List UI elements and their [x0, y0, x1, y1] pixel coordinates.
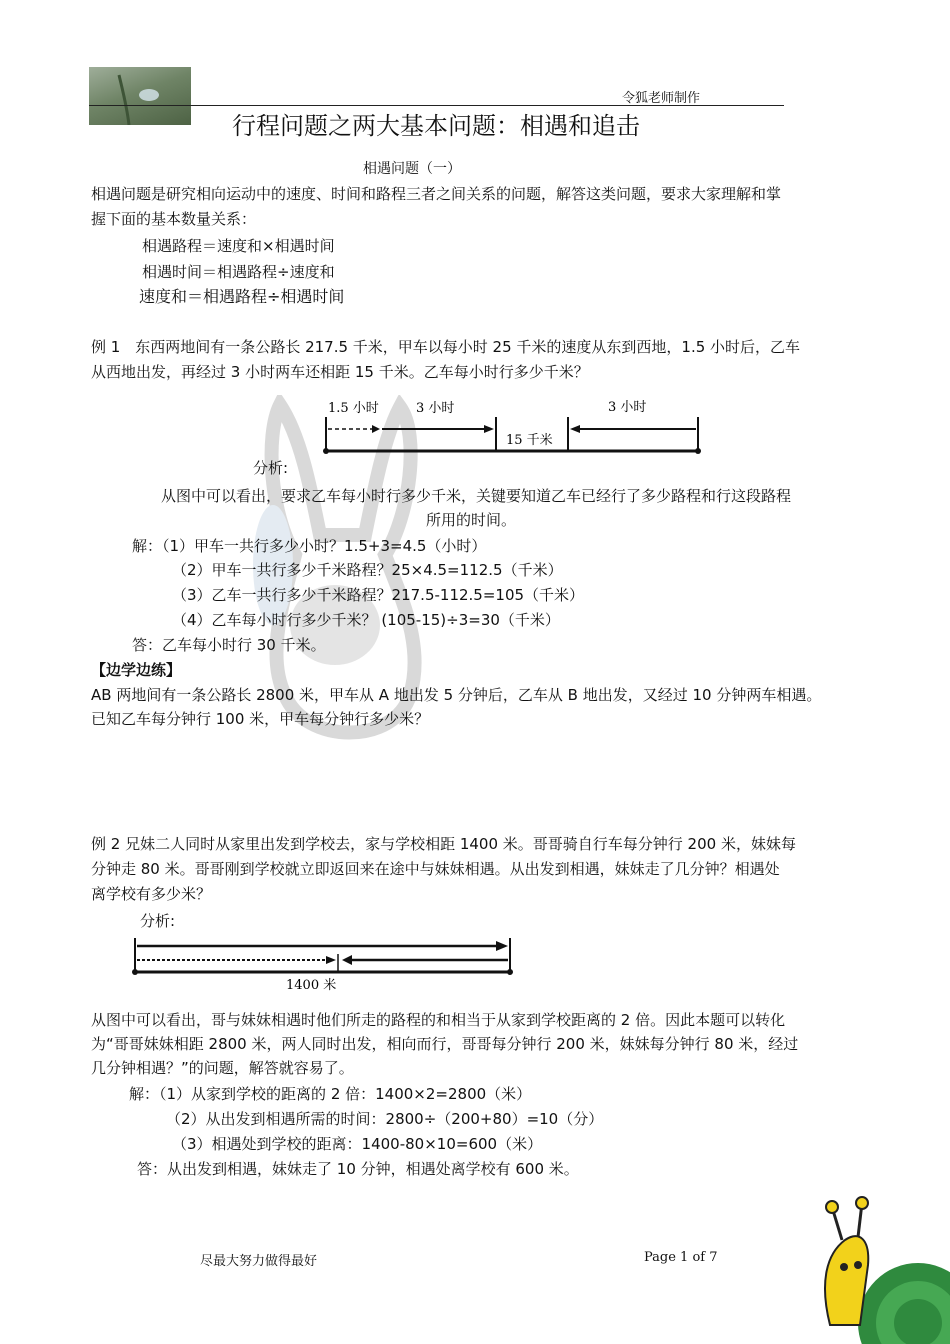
page-title: 行程问题之两大基本问题：相遇和追击: [232, 112, 640, 140]
arrowhead: [372, 425, 380, 433]
example-1-diagram: [318, 395, 708, 457]
practice-text: AB 两地间有一条公路长 2800 米，甲车从 A 地出发 5 分钟后，乙车从 B 地出发，又经过 10 分钟两车相遇。: [91, 686, 822, 704]
solution-step: 解：（1）甲车一共行多少小时？1.5+3=4.5（小时）: [132, 537, 487, 555]
example-1-text: 从西地出发，再经过 3 小时两车还相距 15 千米。乙车每小时行多少千米？: [91, 363, 589, 381]
intro-line: 握下面的基本数量关系：: [91, 210, 257, 228]
intro-line: 相遇问题是研究相向运动中的速度、时间和路程三者之间关系的问题，解答这类问题，要求大家理解和掌: [91, 185, 782, 203]
arrowhead: [484, 425, 494, 433]
diagram-label: 3 小时: [416, 401, 455, 416]
solution-step: （2）从出发到相遇所需的时间：2800÷（200+80）=10（分）: [166, 1110, 604, 1128]
formula: 相遇路程＝速度和×相遇时间: [142, 237, 335, 255]
explanation-text: 为“哥哥妹妹相距 2800 米，两人同时出发，相向而行，哥哥每分钟行 200 米，妹妹每分钟行 80 米，经过: [91, 1035, 799, 1053]
example-2-text: 离学校有多少米？: [91, 885, 212, 903]
formula: 相遇时间＝相遇路程÷速度和: [142, 263, 335, 281]
example-2-text: 例 2 兄妹二人同时从家里出发到学校去，家与学校相距 1400 米。哥哥骑自行车每分钟行 200 米，妹妹每: [91, 835, 796, 853]
arrowhead: [570, 425, 580, 433]
explanation-text: 从图中可以看出，哥与妹妹相遇时他们所走的路程的和相当于从家到学校距离的 2 倍。因此本题可以转化: [91, 1011, 786, 1029]
arrowhead: [496, 941, 508, 951]
solution-step: （4）乙车每小时行多少千米？ (105-15)÷3=30（千米）: [172, 611, 560, 629]
answer: 答：乙车每小时行 30 千米。: [132, 636, 326, 654]
page-number: Page 1 of 7: [644, 1250, 718, 1265]
solution-step: （3）相遇处到学校的距离：1400-80×10=600（米）: [172, 1135, 543, 1153]
diagram-label: 1400 米: [286, 978, 337, 993]
explanation-text: 几分钟相遇？”的问题，解答就容易了。: [91, 1059, 354, 1077]
diagram-label: 3 小时: [608, 400, 647, 415]
arrowhead: [326, 956, 336, 964]
formula: 速度和＝相遇路程÷相遇时间: [139, 287, 345, 306]
practice-text: 已知乙车每分钟行 100 米，甲车每分钟行多少米？: [91, 710, 430, 728]
solution-step: （2）甲车一共行多少千米路程？25×4.5=112.5（千米）: [172, 561, 563, 579]
example-1-text: 例 1 东西两地间有一条公路长 217.5 千米，甲车以每小时 25 千米的速度从东到西地，1.5 小时后，乙车: [91, 338, 801, 356]
solution-step: （3）乙车一共行多少千米路程？217.5-112.5=105（千米）: [172, 586, 585, 604]
solution-step: 解：（1）从家到学校的距离的 2 倍：1400×2=2800（米）: [129, 1085, 532, 1103]
section-heading: 相遇问题（一）: [363, 161, 461, 177]
header-author: 令狐老师制作: [622, 91, 701, 106]
example-2-text: 分钟走 80 米。哥哥刚到学校就立即返回来在途中与妹妹相遇。从出发到相遇，妹妹走了几分钟？相遇处: [91, 860, 780, 878]
analysis-text: 从图中可以看出，要求乙车每小时行多少千米，关键要知道乙车已经行了多少路程和行这段路程: [161, 487, 792, 505]
analysis-text: 所用的时间。: [426, 511, 517, 529]
analysis-label: 分析:: [253, 459, 289, 477]
answer: 答：从出发到相遇，妹妹走了 10 分钟，相遇处离学校有 600 米。: [137, 1160, 579, 1178]
diagram-label: 1.5 小时: [328, 401, 379, 416]
diagram-label: 15 千米: [506, 433, 553, 448]
arrowhead: [342, 955, 352, 965]
snail-icon: [800, 1195, 950, 1344]
footer-motto: 尽最大努力做得最好: [200, 1254, 318, 1269]
plant-photo-icon: [89, 67, 191, 125]
header-photo: [89, 67, 191, 125]
analysis-label: 分析:: [140, 912, 176, 930]
practice-heading: 【边学边练】: [91, 661, 182, 679]
example-2-diagram: [130, 932, 520, 994]
